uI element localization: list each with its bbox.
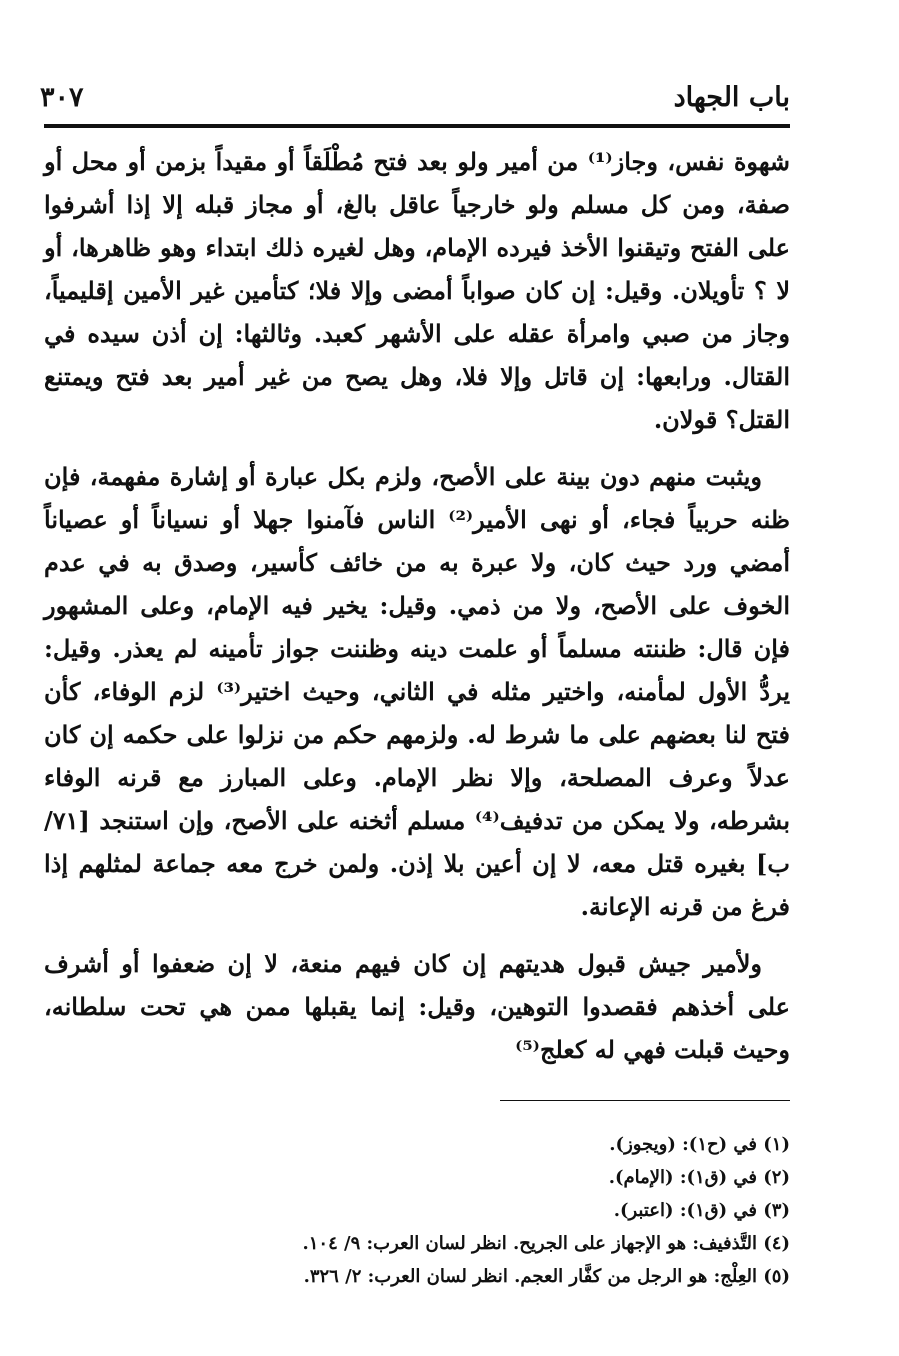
paragraph-1: شهوة نفس، وجاز⁽¹⁾ من أمير ولو بعد فتح مُطْلَقاً أو مقيداً بزمن أو محل أو صفة، ومن كل مسلم ولو خارجياً عاقل بالغ، أو مجاز قبله إلا إذا أشرفوا على الفتح وتيقنوا الأخذ فيرده الإمام، وهل لغيره ذلك ابتداء وهو ظاهرها، أو لا ؟ تأويلان. وقيل: إن كان صواباً أمضى وإلا فلا؛ كتأمين غير الأمين إقليمياً، وجاز من صبي وامرأة عقله على الأشهر كعبد. وثالثها: إن أذن سيده في القتال. ورابعها: إن قاتل وإلا فلا، وهل يصح من غير أمير بعد فتح ويمتنع القتل؟ قولان. — [44, 147, 791, 434]
paragraph-2: ويثبت منهم دون بينة على الأصح، ولزم بكل عبارة أو إشارة مفهمة، فإن ظنه حربياً فجاء، أو نهى الأمير⁽²⁾ الناس فآمنوا جهلا أو نسياناً أو عصياناً أمضي ورد حيث كان، ولا عبرة به من خائف كأسير، وصدق به في عدم الخوف على الأصح، ولا من ذمي. وقيل: يخير فيه الإمام، وعلى المشهور فإن قال: ظننته مسلماً أو علمت دينه وظننت جواز تأمينه لم يعذر. وقيل: يردُّ الأول لمأمنه، واختير مثله في الثاني، وحيث اختير⁽³⁾ لزم الوفاء، كأن فتح لنا بعضهم على ما شرط له. ولزمهم حكم من نزلوا على حكمه إن كان عدلاً وعرف المصلحة، وإلا نظر الإمام. وعلى المبارز مع قرنه الوفاء بشرطه، ولا يمكن من تدفيف⁽⁴⁾ مسلم أثخنه على الأصح، وإن استنجد [٧١/ ب] بغيره قتل معه، لا إن أعين بلا إذن. ولمن خرج معه جماعة لمثلهم إذا فرغ من قرنه الإعانة. — [44, 462, 791, 921]
footnote-5: (٥) العِلْج: هو الرجل من كفَّار العجم. انظر لسان العرب: ٢/ ٣٢٦. — [303, 1266, 790, 1287]
footnote-3: (٣) في (ق١): (اعتبر). — [613, 1200, 790, 1221]
header-rule — [44, 124, 790, 128]
footnote-1: (١) في (ح١): (ويجوز). — [609, 1134, 790, 1155]
page-number: ٣٠٧ — [40, 82, 84, 113]
paragraph-3: ولأمير جيش قبول هديتهم إن كان فيهم منعة، لا إن ضعفوا أو أشرف على أخذهم فقصدوا التوهين، وقيل: إنما يقبلها ممن هي تحت سلطانه، وحيث قبلت فهي له كعلج⁽⁵⁾ — [44, 949, 791, 1064]
page-header — [40, 78, 790, 122]
main-text — [44, 140, 790, 1085]
footnote-4: (٤) التَّذفيف: هو الإجهاز على الجريح. انظر لسان العرب: ٩/ ١٠٤. — [302, 1233, 790, 1254]
running-title: باب الجهاد — [673, 82, 790, 113]
footnote-separator — [500, 1100, 790, 1101]
footnotes — [44, 1128, 790, 1293]
footnote-2: (٢) في (ق١): (الإمام). — [608, 1167, 790, 1188]
